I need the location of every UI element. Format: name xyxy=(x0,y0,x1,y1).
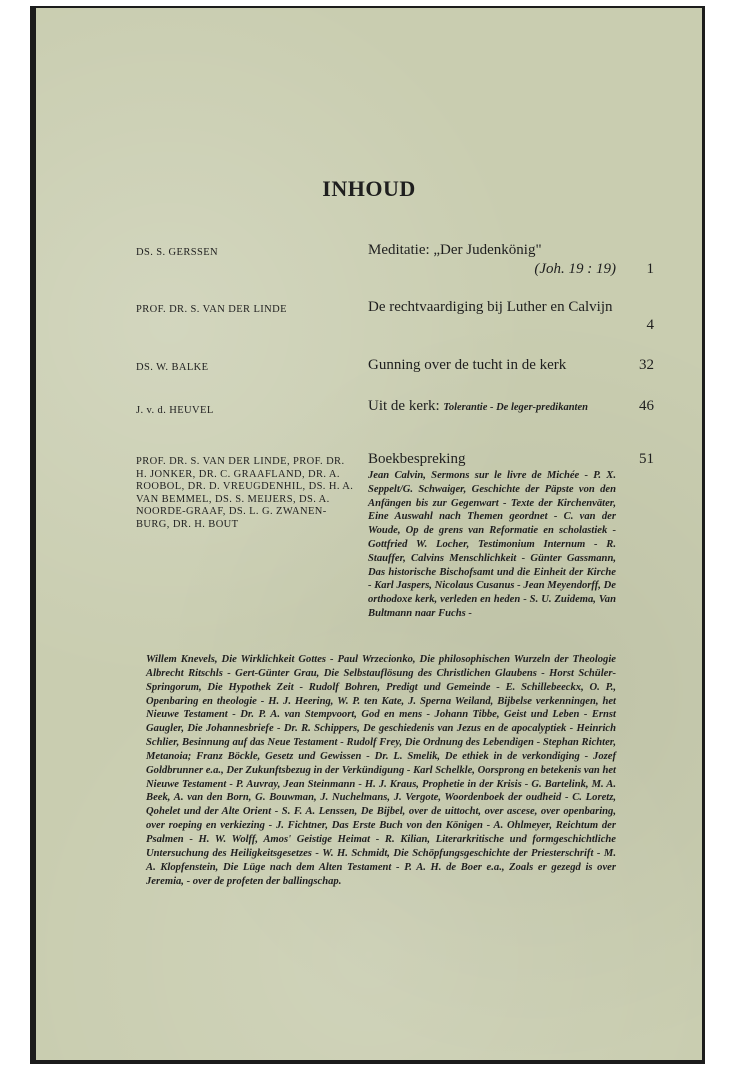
entry-subtitle: Tolerantie - De leger-predikanten xyxy=(443,402,588,413)
entry-title-block xyxy=(368,398,616,416)
entry-author: DS. W. BALKE xyxy=(136,362,209,373)
entry-title: De rechtvaardiging bij Luther en Calvijn xyxy=(368,299,613,315)
entry-author: J. v. d. HEUVEL xyxy=(136,405,214,416)
page xyxy=(36,8,702,1060)
entry-author: PROF. DR. S. VAN DER LINDE xyxy=(136,304,287,315)
book-list-column: Jean Calvin, Sermons sur le livre de Michée - P. X. Seppelt/G. Schwaiger, Geschichte der Päpste von den Anfängen bis zur Gegenwart - Texte der Kirchenväter, Eine Auswahl nach Themen geordnet - C. van der Woude, Op de grens van Reformatie en scholastiek - Gottfried W. Locher, Testimonium Internum - R. Stauffer, Calvins Menschlichkeit - Günter Gassmann, Das historische Bischofsamt und die Einheit der Kirche - Karl Jaspers, Nicolaus Cusanus - Jean Meyendorff, De orthodoxe kerk, verleden en heden - S. U. Zuidema, Van Bultmann naar Fuchs - xyxy=(368,470,616,619)
entry-page: 4 xyxy=(646,317,654,333)
page-title: INHOUD xyxy=(322,176,416,201)
entry-page: 46 xyxy=(639,398,654,414)
entry-page: 51 xyxy=(639,451,654,467)
entry-page: 32 xyxy=(639,357,654,373)
entry-author: PROF. DR. S. VAN DER LINDE, PROF. DR. H. JONKER, DR. C. GRAAFLAND, DR. A. ROOBOL, DR. D. VREUGDENHIL, DS. H. A. VAN BEMMEL, DS. S. MEIJERS, DS. A. NOORDE-GRAAF, DS. L. G. ZWANEN-BURG, DR. H. BOUT xyxy=(136,456,354,530)
entry-title: Boekbespreking xyxy=(368,451,466,467)
entry-title: Meditatie: „Der Judenkönig" xyxy=(368,242,542,258)
entry-page: 1 xyxy=(646,261,654,277)
entry-author: DS. S. GERSSEN xyxy=(136,247,219,258)
entry-title: Uit de kerk: xyxy=(368,398,440,414)
book-list-full: Willem Knevels, Die Wirklichkeit Gottes - Paul Wrzecionko, Die philosophischen Wurzeln der Theologie Albrecht Ritschls - Gert-Günter Grau, Die Selbstauflösung des Christlichen Glaubens - Horst Schüler-Springorum, Die Hypothek Zeit - Rudolf Bohren, Predigt und Gemeinde - E. Schillebeeckx, O. P., Openbaring en theologie - H. J. Heering, W. P. ten Kate, J. Sperna Weiland, Bijbelse verkenningen, het Nieuwe Testament - Dr. P. A. van Stempvoort, God en mens - Johann Tibbe, Geist und Leben - Ernst Gaugler, Die Johannesbriefe - Dr. R. Schippers, De geschiedenis van Jezus en de apocalyptiek - Heinrich Schlier, Besinnung auf das Neue Testament - Rudolf Frey, Die Ordnung des Lebendigen - Stephan Richter, Metanoia; Franz Böckle, Gesetz und Gewissen - Dr. L. Smelik, De ethiek in de verkondiging - Jozef Goldbrunner e.a., Der Zukunftsbezug in der Verkündigung - Karl Schelkle, Oorsprong en betekenis van het Nieuwe Testament - P. Auvray, Jean Steinmann - H. J. Kraus, Prophetie in der Krisis - G. Bartelink, M. A. Beek, A. van den Born, G. Bouwman, J. Nuchelmans, J. Vergote, Woordenboek der oudheid - C. Loretz, Qohelet und der Alte Orient - S. F. A. Lenssen, De Bijbel, over de uittocht, over ascese, over openbaring, over roeping en verkiezing - J. Fichtner, Das Erste Buch von den Königen - A. Ohlmeyer, Reichtum der Psalmen - H. W. Wolff, Amos' Geistige Heimat - R. Kilian, Literarkritische und formgeschichtliche Untersuchung des Heiligkeitsgesetzes - W. H. Schmidt, Die Schöpfungsgeschichte der Priesterschrift - M. A. Klopfenstein, Die Lüge nach dem Alten Testament - P. A. H. de Boer e.a., Zoals er gezegd is over Jeremia, - over de profeten der ballingschap. xyxy=(146,654,616,887)
entry-reference: (Joh. 19 : 19) xyxy=(534,261,616,277)
entry-title: Gunning over de tucht in de kerk xyxy=(368,357,567,373)
